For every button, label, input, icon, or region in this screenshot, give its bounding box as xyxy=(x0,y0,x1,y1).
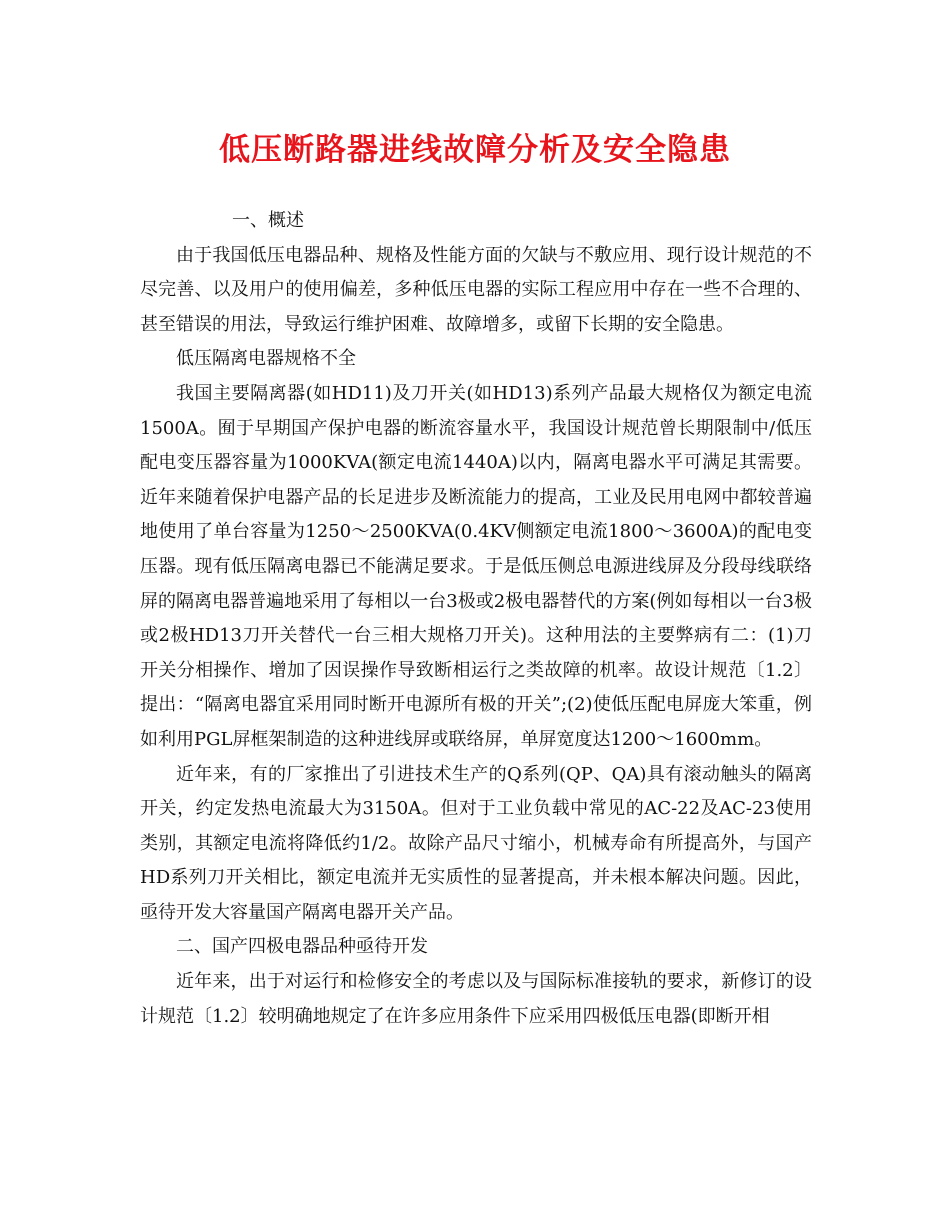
subsection-heading: 低压隔离电器规格不全 xyxy=(176,348,356,370)
document-body xyxy=(140,204,812,1034)
body-paragraph: 我国主要隔离器(如HD11)及刀开关(如HD13)系列产品最大规格仅为额定电流1500A。囿于早期国产保护电器的断流容量水平，我国设计规范曾长期限制中/低压配电变压器容量为1000KVA(额定电流1440A)以内，隔离电器水平可满足其需要。近年来随着保护电器产品的长足进步及断流能力的提高，工业及民用电网中都较普遍地使用了单台容量为1250～2500KVA(0.4KV侧额定电流1800～3600A)的配电变压器。现有低压隔离电器已不能满足要求。于是低压侧总电源进线屏及分段母线联络屏的隔离电器普遍地采用了每相以一台3极或2极电器替代的方案(例如每相以一台3极或2极HD13刀开关替代一台三相大规格刀开关)。这种用法的主要弊病有二：(1)刀开关分相操作、增加了因误操作导致断相运行之类故障的机率。故设计规范〔1.2〕提出：“隔离电器宜采用同时断开电源所有极的开关”;(2)使低压配电屏庞大笨重，例如利用PGL屏框架制造的这种进线屏或联络屏，单屏宽度达1200～1600mm。 xyxy=(140,382,812,750)
section-heading-overview: 一、概述 xyxy=(232,210,304,231)
body-paragraph: 近年来，有的厂家推出了引进技术生产的Q系列(QP、QA)具有滚动触头的隔离开关，约定发热电流最大为3150A。但对于工业负载中常见的AC-22及AC-23使用类别，其额定电流将降低约1/2。故除产品尺寸缩小，机械寿命有所提高外，与国产HD系列刀开关相比，额定电流并无实质性的显著提高，并未根本解决问题。因此，亟待开发大容量国产隔离电器开关产品。 xyxy=(140,763,812,923)
body-paragraph: 近年来，出于对运行和检修安全的考虑以及与国际标准接轨的要求，新修订的设计规范〔1.2〕较明确地规定了在许多应用条件下应采用四极低压电器(即断开相 xyxy=(140,971,812,1027)
body-paragraph: 由于我国低压电器品种、规格及性能方面的欠缺与不敷应用、现行设计规范的不尽完善、以及用户的使用偏差，多种低压电器的实际工程应用中存在一些不合理的、甚至错误的用法，导致运行维护困难、故障增多，或留下长期的安全隐患。 xyxy=(140,244,812,335)
section-heading-four-pole: 二、国产四极电器品种亟待开发 xyxy=(176,936,428,958)
document-title: 低压断路器进线故障分析及安全隐患 xyxy=(219,132,731,168)
